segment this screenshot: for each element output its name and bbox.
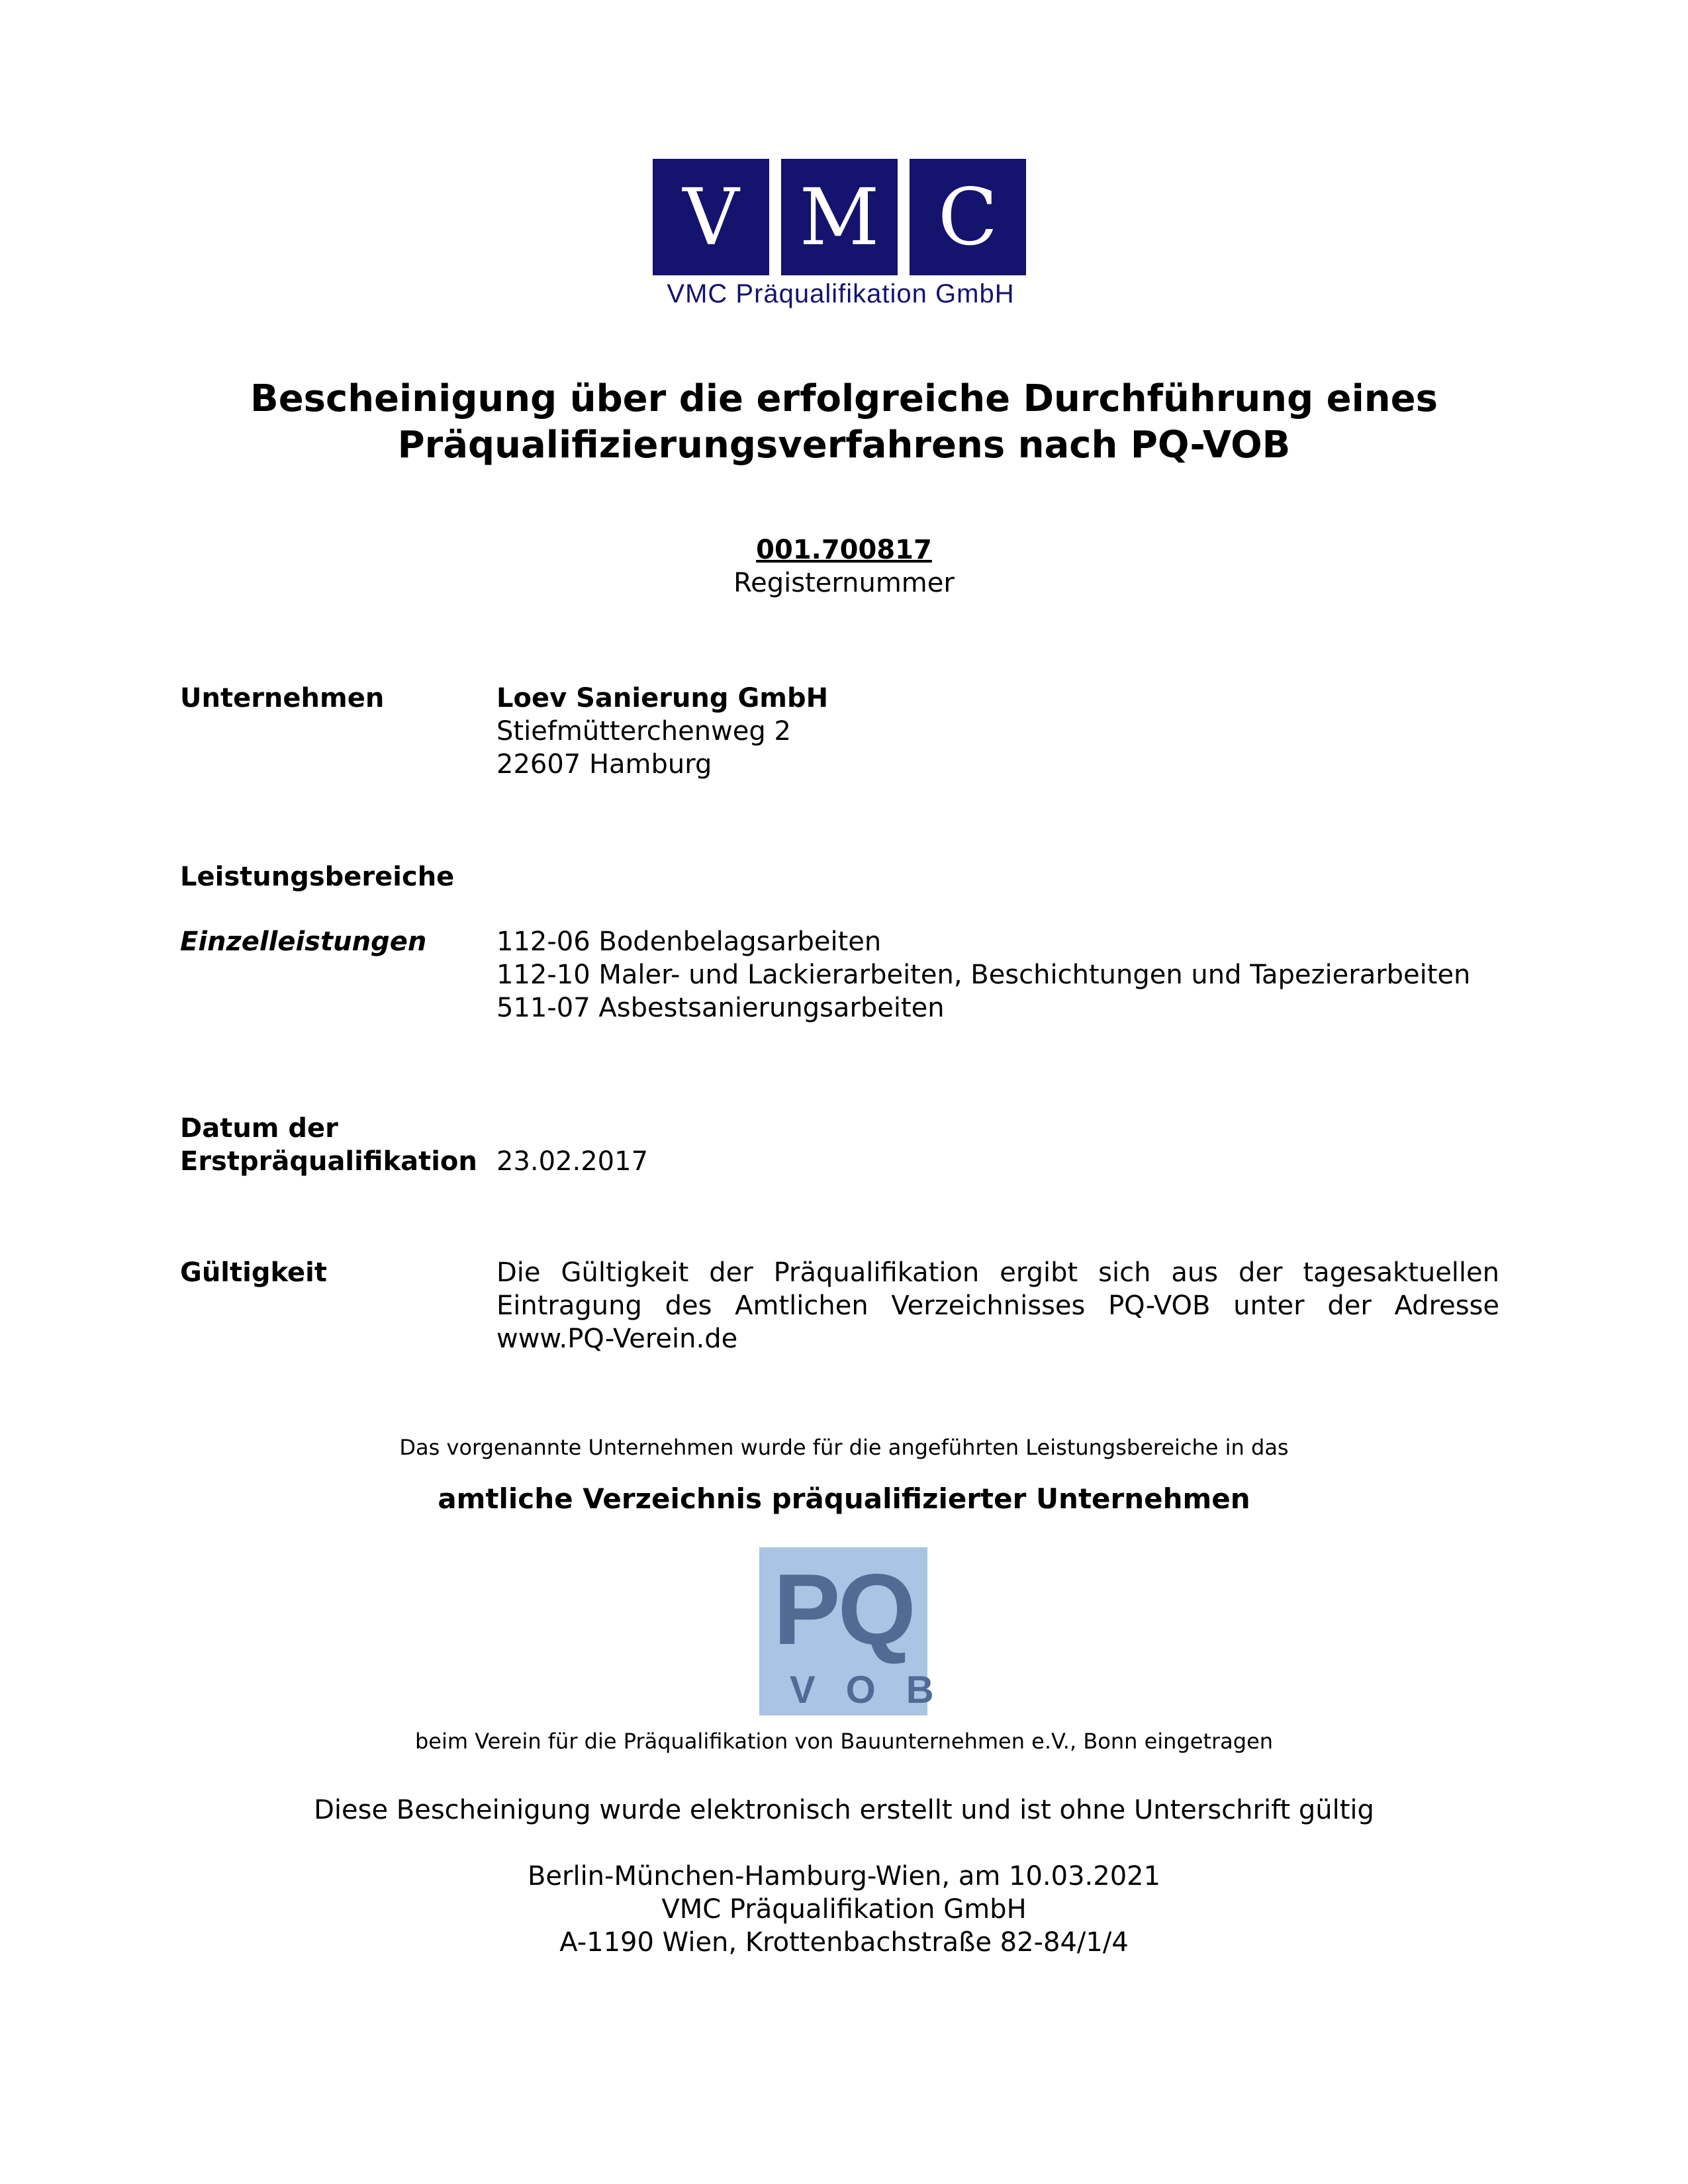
company-label: Unternehmen [180,683,385,713]
issuer-name: VMC Präqualifikation GmbH [661,1894,1027,1925]
company-name: Loev Sanierung GmbH [496,683,829,713]
service-item: 112-06 Bodenbelagsarbeiten [496,927,882,957]
first-prequal-date: 23.02.2017 [496,1146,649,1177]
pq-logo-bottom: VOB [790,1668,964,1711]
pq-vob-logo [759,1547,964,1715]
logo-letter-c: C [910,159,1026,275]
logo-letter-m: M [781,159,898,275]
document-title-line2: Präqualifizierungsverfahrens nach PQ-VOB [397,424,1291,467]
issuer-address: A-1190 Wien, Krottenbachstraße 82-84/1/4 [559,1927,1129,1958]
register-label: Registernummer [733,568,955,598]
validity-text: Die Gültigkeit der Präqualifikation ergibt sich aus der tagesaktuellen Eintragung des Amtlichen Verzeichnisses PQ-VOB unter der Adresse www.PQ-Verein.de [496,1257,1499,1354]
logo-subtitle: VMC Präqualifikation GmbH [667,279,1015,308]
company-city: 22607 Hamburg [496,749,712,780]
services-sublabel: Einzelleistungen [180,927,427,957]
register-number: 001.700817 [756,535,932,565]
electronic-note: Diese Bescheinigung wurde elektronisch erstellt und ist ohne Unterschrift gültig [314,1795,1374,1825]
registration-association: beim Verein für die Präqualifikation von Bauunternehmen e.V., Bonn eingetragen [414,1729,1274,1754]
registration-intro: Das vorgenannte Unternehmen wurde für die angeführten Leistungsbereiche in das [399,1435,1289,1460]
services-heading: Leistungsbereiche [180,862,455,892]
logo-letter-v: V [653,159,769,275]
document-title-line1: Bescheinigung über die erfolgreiche Durchführung eines [250,377,1438,420]
validity-label: Gültigkeit [180,1257,327,1288]
first-prequal-label-line2: Erstpräqualifikation [180,1146,477,1177]
pq-logo-top: PQ [773,1553,914,1666]
place-date: Berlin-München-Hamburg-Wien, am 10.03.2021 [527,1861,1161,1891]
first-prequal-label-line1: Datum der [180,1113,338,1144]
company-street: Stiefmütterchenweg 2 [496,716,791,747]
service-item: 511-07 Asbestsanierungsarbeiten [496,993,945,1023]
registration-directory: amtliche Verzeichnis präqualifizierter Unternehmen [438,1482,1250,1515]
service-item: 112-10 Maler- und Lackierarbeiten, Beschichtungen und Tapezierarbeiten [496,960,1471,990]
